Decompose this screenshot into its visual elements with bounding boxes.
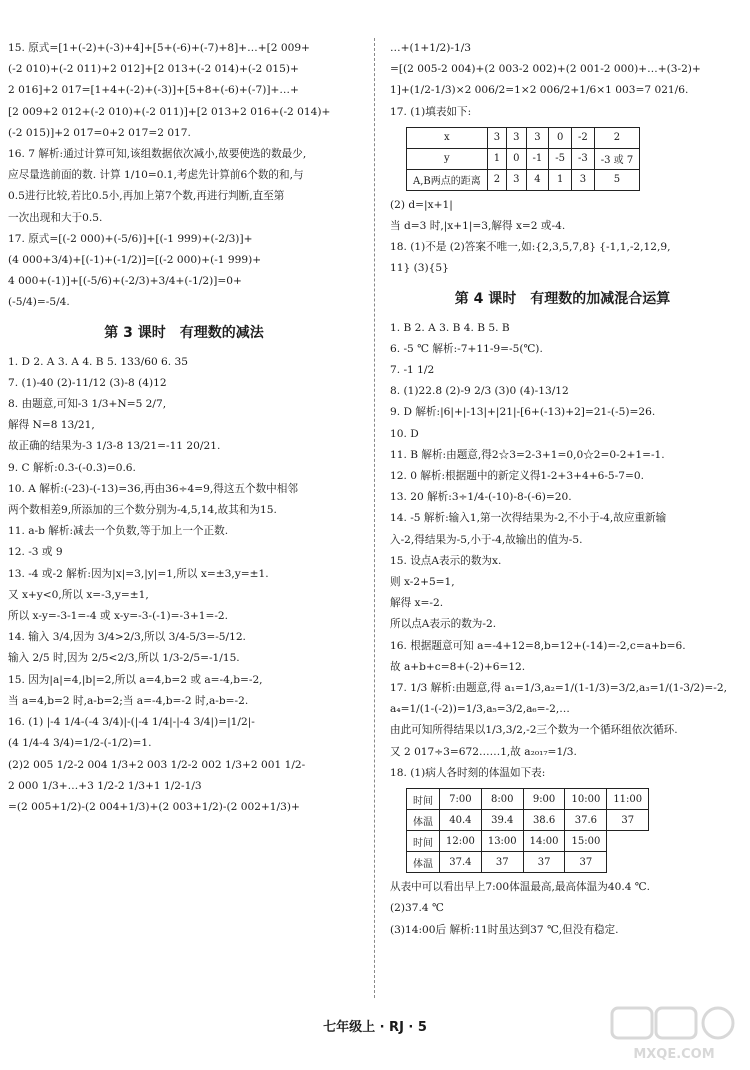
text-line: 所以点A表示的数为-2.	[390, 618, 497, 631]
table-cell: 9:00	[523, 789, 565, 810]
text-line: 当 a=4,b=2 时,a-b=2;当 a=-4,b=-2 时,a-b=-2.	[8, 694, 249, 707]
text-line: 15. 因为|a|=4,|b|=2,所以 a=4,b=2 或 a=-4,b=-2,	[8, 673, 263, 686]
text-line: 8. 由题意,可知-3 1/3+N=5 2/7,	[8, 398, 167, 411]
table-cell: 37	[565, 852, 607, 873]
right-column	[390, 38, 735, 941]
text-line: 当 d=3 时,|x+1|=3,解得 x=2 或-4.	[390, 220, 566, 233]
text-line: 11. a-b 解析:减去一个负数,等于加上一个正数.	[8, 525, 229, 538]
left-lines	[8, 38, 360, 314]
text-line: =[(2 005-2 004)+(2 003-2 002)+(2 001-2 000)+…+(3-2)+	[390, 63, 701, 76]
text-line: 2 016]+2 017=[1+4+(-2)+(-3)]+[5+8+(-6)+(-7)]+…+	[8, 84, 299, 97]
table-cell: 体温	[407, 810, 440, 831]
table-cell: 40.4	[440, 810, 482, 831]
text-line: 8. (1)22.8 (2)-9 2/3 (3)0 (4)-13/12	[390, 385, 569, 398]
text-line: 6. -5 ℃ 解析:-7+11-9=-5(℃).	[390, 342, 543, 355]
text-line: 应尽量选前面的数. 计算 1/10=0.1,考虑先计算前6个数的和,与	[8, 169, 304, 182]
table-cell: 37	[607, 810, 649, 831]
watermark-logo	[610, 1004, 738, 1062]
page-footer: 七年级上 · RJ · 5	[323, 1020, 427, 1035]
table-cell: 3	[487, 127, 506, 148]
table-cell: 3	[526, 127, 549, 148]
text-line: 17. 原式=[(-2 000)+(-5/6)]+[(-1 999)+(-2/3)]+	[8, 232, 253, 245]
table-row	[407, 852, 649, 873]
text-line: 9. D 解析:|6|+|-13|+|21|-[6+(-13)+2]=21-(-5)=26.	[390, 406, 656, 419]
text-line: 7. -1 1/2	[390, 364, 435, 377]
table-row	[407, 810, 649, 831]
right-mid-lines	[390, 195, 735, 280]
text-line: 10. A 解析:(-23)-(-13)=36,再由36÷4=9,得这五个数中相邻	[8, 482, 298, 495]
text-line: 1]+(1/2-1/3)×2 006/2=1×2 006/2+1/6×1 003=7 021/6.	[390, 84, 689, 97]
text-line: 输入 2/5 时,因为 2/5<2/3,所以 1/3-2/5=-1/15.	[8, 652, 240, 665]
section3-lines	[8, 352, 360, 818]
right-top-lines	[390, 38, 735, 123]
table-cell: 3	[572, 169, 595, 190]
table-cell: A,B两点的距离	[407, 169, 488, 190]
table-cell: 体温	[407, 852, 440, 873]
text-line: 解得 x=-2.	[390, 597, 444, 610]
text-line: (2)2 005 1/2-2 004 1/3+2 003 1/2-2 002 1/3+2 001 1/2-	[8, 758, 306, 771]
table-cell: 3	[507, 127, 526, 148]
text-line: 故正确的结果为-3 1/3-8 13/21=-11 20/21.	[8, 440, 221, 453]
text-line: [2 009+2 012+(-2 010)+(-2 011)]+[2 013+2 016+(-2 014)+	[8, 105, 331, 118]
text-line: 0.5进行比较,若比0.5小,再加上第7个数,再进行判断,直至第	[8, 190, 285, 203]
text-line: 16. 7 解析:通过计算可知,该组数据依次减小,故要使选的数最少,	[8, 148, 307, 161]
table-cell: 0	[549, 127, 572, 148]
table-cell: 时间	[407, 831, 440, 852]
text-line: 2 000 1/3+…+3 1/2-2 1/3+1 1/2-1/3	[8, 779, 202, 792]
text-line: 18. (1)病人各时刻的体温如下表:	[390, 766, 546, 779]
table-row	[407, 789, 649, 810]
table-cell: 4	[526, 169, 549, 190]
text-line: (3)14:00后 解析:11时虽达到37 ℃,但没有稳定.	[390, 923, 619, 936]
text-line: a₄=1/(1-(-2))=1/3,a₅=3/2,a₆=-2,…	[390, 703, 570, 716]
table-cell: 37	[523, 852, 565, 873]
text-line: (4 1/4-4 3/4)=1/2-(-1/2)=1.	[8, 737, 152, 750]
table-cell: -5	[549, 148, 572, 169]
table-cell: 1	[487, 148, 506, 169]
right-bottom-lines	[390, 877, 735, 941]
table-cell: 2	[487, 169, 506, 190]
table-cell: 37.4	[440, 852, 482, 873]
text-line: 解得 N=8 13/21,	[8, 419, 95, 432]
table-row	[407, 148, 640, 169]
text-line: 则 x-2+5=1,	[390, 576, 455, 589]
text-line: 16. 根据题意可知 a=-4+12=8,b=12+(-14)=-2,c=a+b=6.	[390, 639, 686, 652]
table-18	[406, 788, 649, 873]
table-cell: 11:00	[607, 789, 649, 810]
table-cell: x	[407, 127, 488, 148]
table-cell: 时间	[407, 789, 440, 810]
text-line: 14. -5 解析:输入1,第一次得结果为-2,不小于-4,故应重新输	[390, 512, 667, 525]
text-line: 12. -3 或 9	[8, 546, 63, 559]
table-cell: 37	[481, 852, 523, 873]
text-line: 13. 20 解析:3÷1/4-(-10)-8-(-6)=20.	[390, 491, 572, 504]
text-line: 又 x+y<0,所以 x=-3,y=±1,	[8, 588, 149, 601]
text-line: 1. D 2. A 3. A 4. B 5. 133/60 6. 35	[8, 355, 189, 368]
text-line: 17. 1/3 解析:由题意,得 a₁=1/3,a₂=1/(1-1/3)=3/2,a₃=1/(1-3/2)=-2,	[390, 682, 727, 695]
text-line: 15. 原式=[1+(-2)+(-3)+4]+[5+(-6)+(-7)+8]+…+[2 009+	[8, 42, 310, 54]
table-cell: -3	[572, 148, 595, 169]
table-cell: -2	[572, 127, 595, 148]
text-line: 12. 0 解析:根据题中的新定义得1-2+3+4+6-5-7=0.	[390, 470, 644, 483]
table-cell: 1	[549, 169, 572, 190]
text-line: 又 2 017÷3=672……1,故 a₂₀₁₇=1/3.	[390, 745, 577, 758]
text-line: 13. -4 或-2 解析:因为|x|=3,|y|=1,所以 x=±3,y=±1.	[8, 567, 269, 580]
table-cell: 13:00	[481, 831, 523, 852]
text-line: (-5/4)=-5/4.	[8, 296, 70, 309]
table-cell: 7:00	[440, 789, 482, 810]
text-line: 故 a+b+c=8+(-2)+6=12.	[390, 660, 526, 673]
text-line: 9. C 解析:0.3-(-0.3)=0.6.	[8, 461, 136, 474]
text-line: 一次出现和大于0.5.	[8, 211, 103, 224]
table-cell: 10:00	[565, 789, 607, 810]
text-line: 入-2,得结果为-5,小于-4,故输出的值为-5.	[390, 533, 583, 546]
text-line: 11} (3){5}	[390, 262, 449, 275]
text-line: 16. (1) |-4 1/4-(-4 3/4)|-(|-4 1/4|-|-4 3/4|)=|1/2|-	[8, 716, 255, 729]
table-row	[407, 127, 640, 148]
table-cell: 12:00	[440, 831, 482, 852]
table-cell: 15:00	[565, 831, 607, 852]
table-cell: 38.6	[523, 810, 565, 831]
text-line: =(2 005+1/2)-(2 004+1/3)+(2 003+1/2)-(2 002+1/3)+	[8, 800, 300, 813]
section4-heading: 第 4 课时 有理数的加减混合运算	[454, 290, 671, 307]
text-line: 14. 输入 3/4,因为 3/4>2/3,所以 3/4-5/3=-5/12.	[8, 631, 246, 644]
left-column	[8, 38, 360, 818]
table-cell: 39.4	[481, 810, 523, 831]
column-divider	[374, 38, 375, 998]
table-cell: 37.6	[565, 810, 607, 831]
section4-lines	[390, 318, 735, 784]
text-line: 两个数相差9,所添加的三个数分别为-4,5,14,故其和为15.	[8, 504, 277, 517]
table-cell: y	[407, 148, 488, 169]
table-cell: 5	[594, 169, 639, 190]
table-cell: 2	[594, 127, 639, 148]
text-line: 18. (1)不是 (2)答案不唯一,如:{2,3,5,7,8} {-1,1,-2,12,9,	[390, 241, 671, 254]
table-row	[407, 169, 640, 190]
table-cell: 8:00	[481, 789, 523, 810]
text-line: 17. (1)填表如下:	[390, 105, 472, 118]
text-line: (2) d=|x+1|	[390, 198, 453, 211]
text-line: 7. (1)-40 (2)-11/12 (3)-8 (4)12	[8, 376, 167, 389]
text-line: 15. 设点A表示的数为x.	[390, 554, 502, 567]
table-cell: 14:00	[523, 831, 565, 852]
text-line: 由此可知所得结果以1/3,3/2,-2三个数为一个循环组依次循环.	[390, 724, 678, 737]
text-line: 4 000+(-1)]+[(-5/6)+(-2/3)+3/4+(-1/2)]=0+	[8, 275, 242, 288]
text-line: 10. D	[390, 427, 419, 440]
text-line: …+(1+1/2)-1/3	[390, 42, 472, 54]
table-row	[407, 831, 649, 852]
text-line: (-2 010)+(-2 011)+2 012]+[2 013+(-2 014)+(-2 015)+	[8, 63, 299, 76]
section3-heading: 第 3 课时 有理数的减法	[104, 324, 264, 341]
watermark-text: MXQE.COM	[633, 1047, 715, 1062]
table-cell: 3	[507, 169, 526, 190]
text-line: 所以 x-y=-3-1=-4 或 x-y=-3-(-1)=-3+1=-2.	[8, 610, 229, 623]
text-line: (4 000+3/4)+[(-1)+(-1/2)]=[(-2 000)+(-1 999)+	[8, 254, 262, 267]
text-line: (-2 015)]+2 017=0+2 017=2 017.	[8, 126, 191, 139]
text-line: 1. B 2. A 3. B 4. B 5. B	[390, 321, 510, 334]
text-line: 从表中可以看出早上7:00体温最高,最高体温为40.4 ℃.	[390, 881, 651, 894]
text-line: 11. B 解析:由题意,得2☆3=2-3+1=0,0☆2=0-2+1=-1.	[390, 448, 665, 461]
table-cell: -3 或 7	[594, 148, 639, 169]
table-cell: 0	[507, 148, 526, 169]
text-line: (2)37.4 ℃	[390, 902, 444, 915]
table-cell: -1	[526, 148, 549, 169]
table-17	[406, 127, 640, 191]
